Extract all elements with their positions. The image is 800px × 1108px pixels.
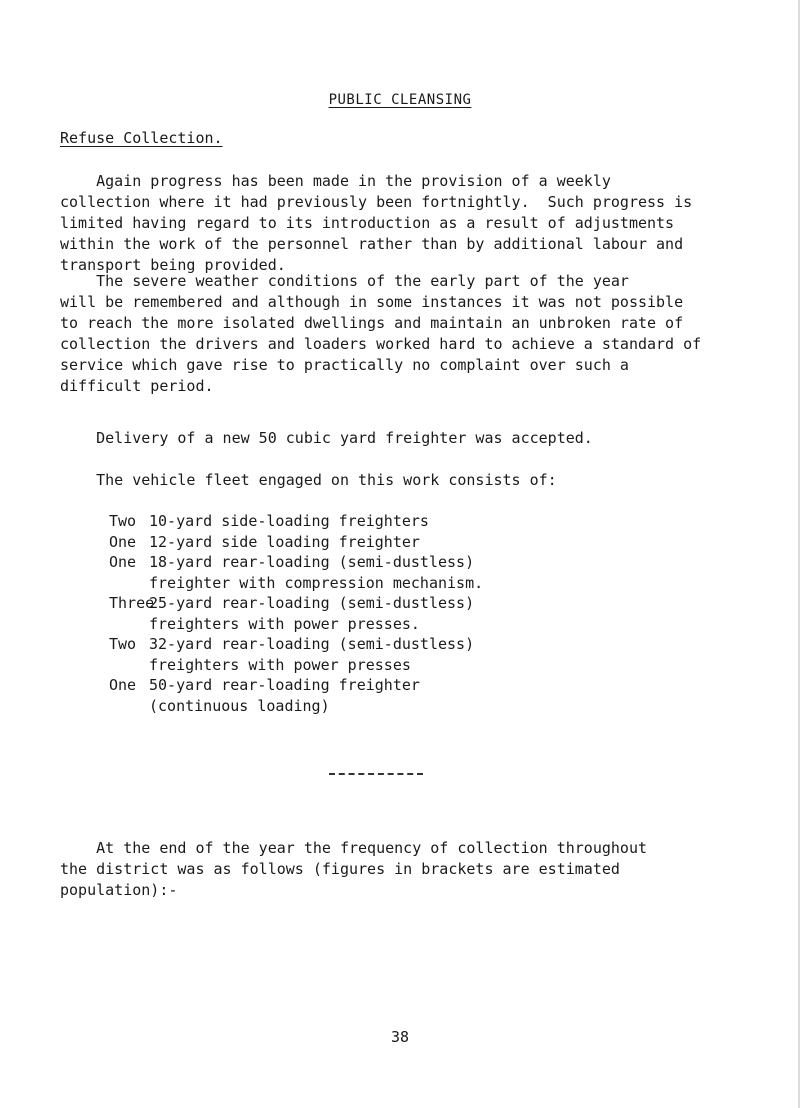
fleet-description-continued: freighters with power presses (149, 655, 411, 674)
list-item (109, 511, 483, 532)
fleet-list (109, 511, 483, 716)
section-heading (0, 92, 800, 108)
paragraph-new-freighter: Delivery of a new 50 cubic yard freighter was accepted. (60, 429, 593, 447)
paragraph-collection-frequency: At the end of the year the frequency of collection throughout the district was as follows (figures in brackets are estimated population):- (60, 839, 648, 899)
fleet-description-continued: freighters with power presses. (149, 614, 420, 633)
list-item (109, 532, 483, 553)
paragraph-weekly-collection: Again progress has been made in the provision of a weekly collection where it had previously been fortnightly. Such progress is limited having regard to its introduction as a result of adjustments within the work of the personnel rather than by additional labour and transport being provided. (60, 172, 693, 274)
fleet-quantity: Two (109, 512, 137, 530)
paragraph-fleet-intro: The vehicle fleet engaged on this work consists of: (60, 471, 557, 489)
fleet-quantity: One (109, 532, 137, 551)
section-heading-text: PUBLIC CLEANSING (328, 92, 472, 108)
list-item (109, 552, 483, 593)
fleet-description-continued: (continuous loading) (149, 696, 330, 715)
subsection-heading: Refuse Collection. (60, 129, 223, 147)
fleet-description: 12-yard side loading freighter (149, 532, 420, 551)
fleet-quantity: Three (109, 594, 155, 612)
fleet-quantity: Two (109, 635, 137, 653)
fleet-quantity: One (109, 676, 137, 694)
list-item (109, 593, 483, 634)
section-divider (329, 773, 423, 775)
fleet-description: 32-yard rear-loading (semi-dustless) (149, 635, 475, 653)
paragraph-severe-weather: The severe weather conditions of the early part of the year will be remembered and although in some instances it was not possible to reach the more isolated dwellings and maintain an unbroken rate of collection the drivers and loaders worked hard to achieve a standard of service which gave rise to practically no complaint over such a difficult period. (60, 272, 702, 395)
fleet-description: 25-yard rear-loading (semi-dustless) (149, 594, 475, 612)
fleet-description: 10-yard side-loading freighters (149, 512, 429, 530)
fleet-description: 50-yard rear-loading freighter (149, 676, 420, 694)
list-item (109, 634, 483, 675)
fleet-description-continued: freighter with compression mechanism. (149, 573, 484, 592)
page-number: 38 (390, 1028, 410, 1046)
list-item (109, 675, 483, 716)
fleet-quantity: One (109, 553, 137, 571)
fleet-description: 18-yard rear-loading (semi-dustless) (149, 553, 475, 571)
